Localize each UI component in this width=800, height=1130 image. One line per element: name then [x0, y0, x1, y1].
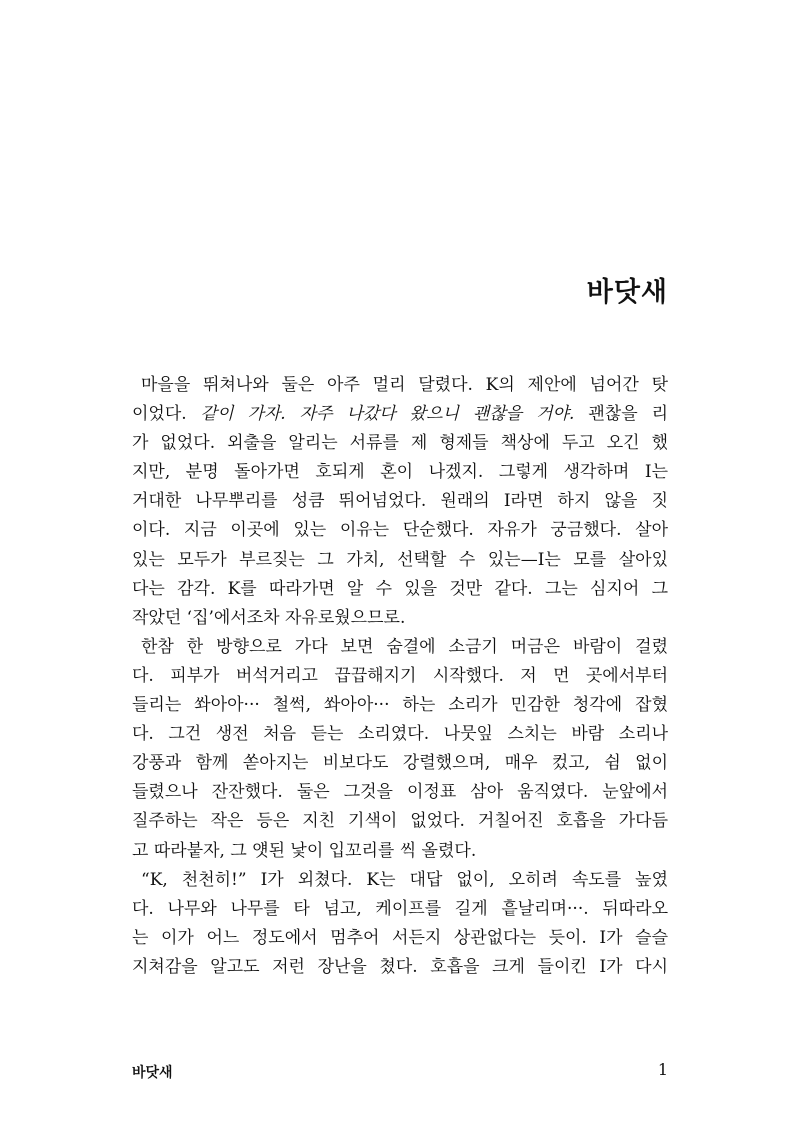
text-line: 작았던 ‘집’에서조차 자유로웠으므로.: [132, 607, 406, 628]
text-line: 지만, 분명 돌아가면 호되게 혼이 나겠지. 그렇게 생각하며 I는: [132, 462, 668, 483]
italic-phrase: 같이 가자. 자주 나갔다 왔으니 괜찮을 거야.: [200, 404, 575, 425]
page-number: 1: [657, 1060, 668, 1079]
text-line: 질주하는 작은 등은 지친 기색이 없었다. 거칠어진 호흡을 가다듬: [132, 811, 668, 832]
text-line: 다는 감각. K를 따라가면 알 수 있을 것만 같다. 그는 심지어 그: [132, 578, 668, 599]
text-line: “K, 천천히!” I가 외쳤다. K는 대답 없이, 오히려 속도를 높였: [141, 869, 668, 890]
text-line: 들렸으나 잔잔했다. 둘은 그것을 이정표 삼아 움직였다. 눈앞에서: [132, 782, 668, 803]
text-line: 는 이가 어느 정도에서 멈추어 서든지 상관없다는 듯이. I가 슬슬: [132, 927, 668, 948]
text-line: 지쳐감을 알고도 저런 장난을 쳤다. 호흡을 크게 들이킨 I가 다시: [132, 956, 668, 977]
chapter-title: 바닷새: [586, 277, 668, 308]
text-line: 가 없었다. 외출을 알리는 서류를 제 형제들 책상에 두고 오긴 했: [132, 433, 668, 454]
text-line: 한참 한 방향으로 가다 보면 숨결에 소금기 머금은 바람이 걸렸: [141, 636, 668, 657]
text-line: 이다. 지금 이곳에 있는 이유는 단순했다. 자유가 궁금했다. 살아: [132, 520, 668, 541]
text-line: 들리는 쏴아아··· 철썩, 쏴아아··· 하는 소리가 민감한 청각에 잡혔: [132, 695, 668, 716]
text-line: 다. 그건 생전 처음 듣는 소리였다. 나뭇잎 스치는 바람 소리나: [132, 724, 668, 745]
text-line: 고 따라붙자, 그 얫된 낯이 입꼬리를 씩 올렸다.: [132, 840, 477, 861]
text-line: 이었다. 같이 가자. 자주 나갔다 왔으니 괜찮을 거야. 괜찮을 리: [132, 404, 668, 425]
text-line: 있는 모두가 부르짖는 그 가치, 선택할 수 있는—I는 모를 살아있: [132, 549, 668, 570]
text-line: 강풍과 함께 쏟아지는 비보다도 강렬했으며, 매우 컸고, 쉼 없이: [132, 753, 668, 774]
body-text: [132, 371, 668, 982]
text-line: 다. 피부가 버석거리고 끕끕해지기 시작했다. 저 먼 곳에서부터: [132, 665, 668, 686]
text-line: 다. 나무와 나무를 타 넘고, 케이프를 길게 흩날리며···. 뒤따라오: [132, 898, 668, 919]
text-line: 마을을 뛰쳐나와 둘은 아주 멀리 달렸다. K의 제안에 넘어간 탓: [141, 375, 668, 395]
text-line: 거대한 나무뿌리를 성큼 뛰어넘었다. 원래의 I라면 하지 않을 짓: [132, 491, 668, 512]
footer-title: 바닷새: [132, 1065, 173, 1081]
